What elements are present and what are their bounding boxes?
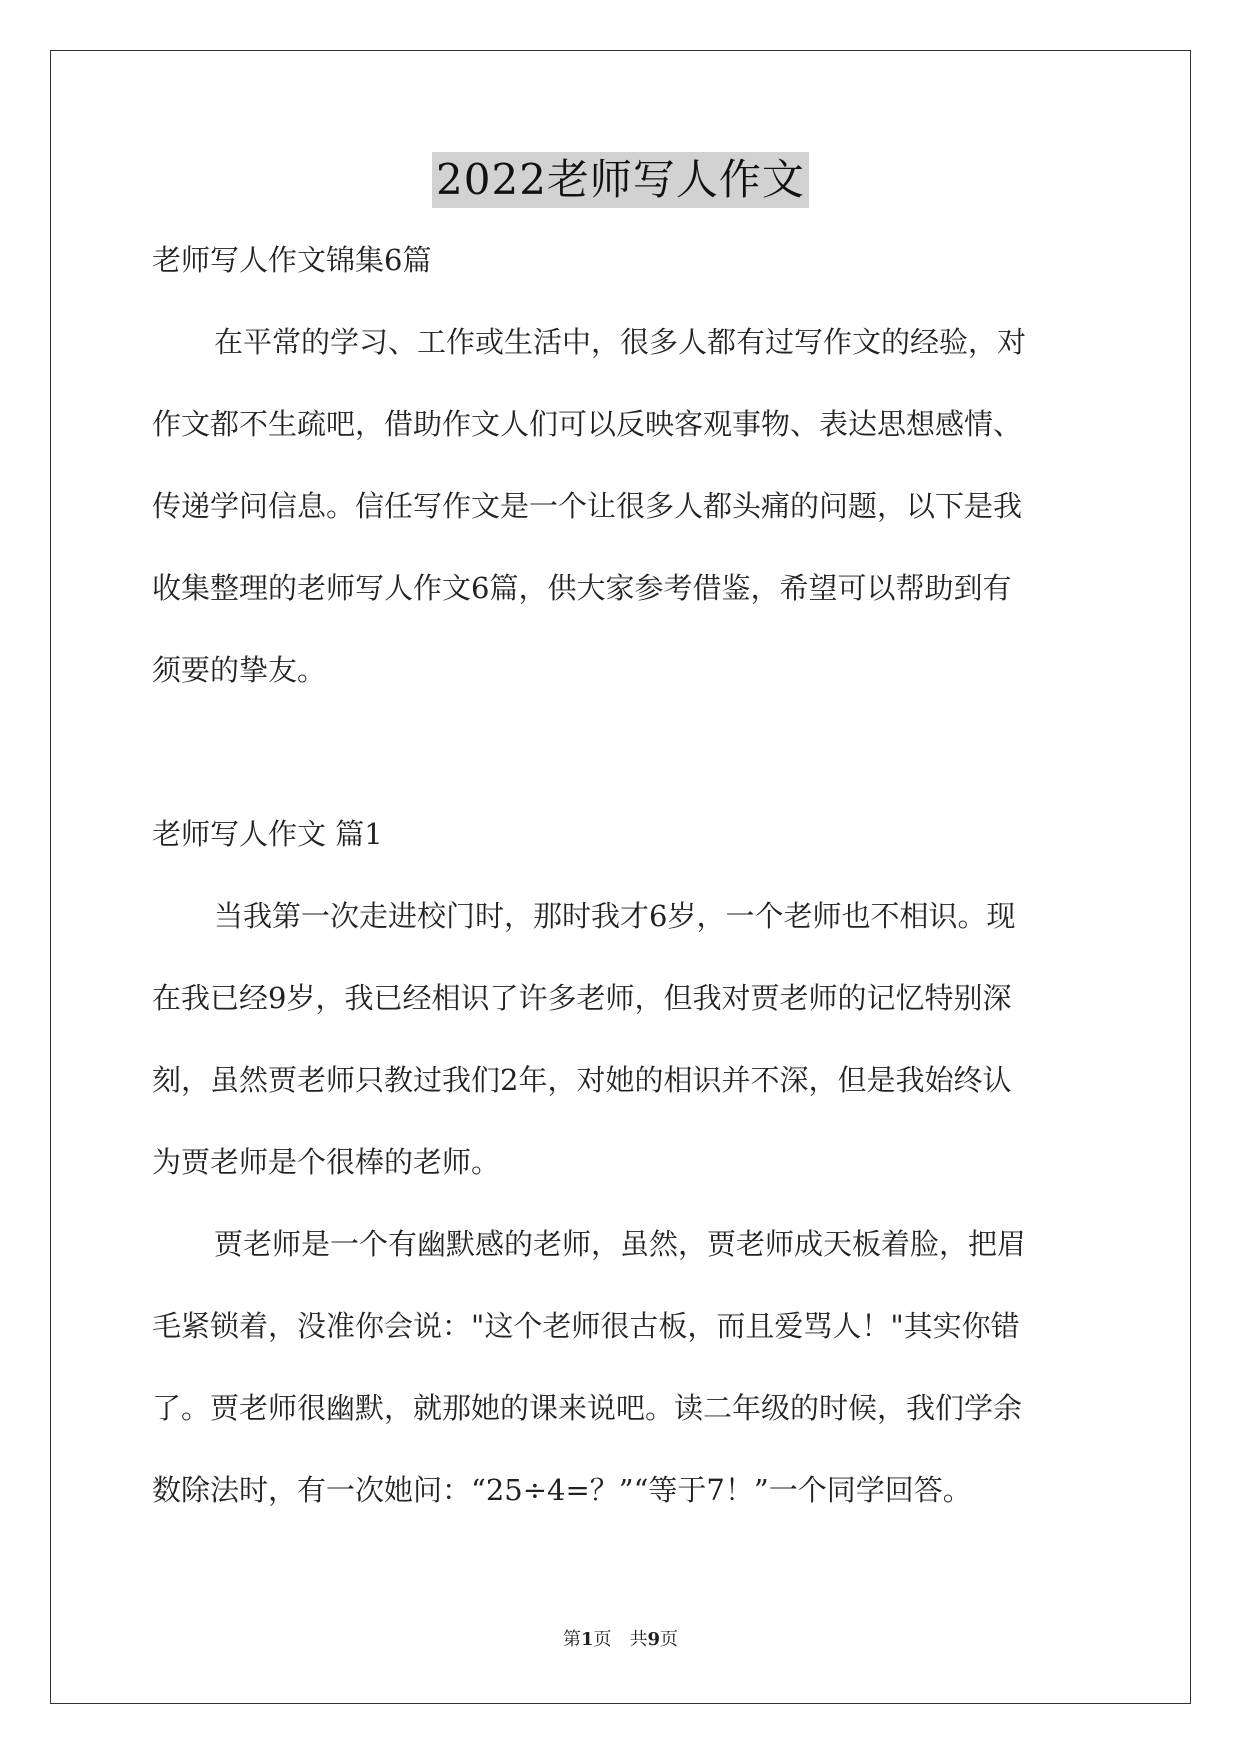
title-wrap	[0, 152, 1241, 208]
footer-prefix: 第	[562, 1629, 581, 1650]
spacer	[152, 732, 1090, 814]
subtitle: 老师写人作文锦集6篇	[152, 243, 432, 277]
intro-line: 收集整理的老师写人作文6篇，供大家参考借鉴，希望可以帮助到有	[152, 571, 1012, 605]
intro-line: 在平常的学习、工作或生活中，很多人都有过写作文的经验，对	[214, 325, 1027, 359]
footer-mid: 页 共	[593, 1629, 648, 1650]
document-body	[152, 240, 1090, 1552]
paragraph-line: 数除法时，有一次她问：“25÷4=？”“等于7！”一个同学回答。	[152, 1473, 972, 1507]
intro-line: 须要的挚友。	[152, 653, 327, 687]
document-title: 2022老师写人作文	[432, 152, 809, 208]
paragraph-line: 在我已经9岁，我已经相识了许多老师，但我对贾老师的记忆特别深	[152, 981, 1012, 1015]
footer-suffix: 页	[660, 1629, 679, 1650]
intro-line: 传递学问信息。信任写作文是一个让很多人都头痛的问题，以下是我	[152, 489, 1023, 523]
page-number: 1	[580, 1629, 594, 1650]
intro-line: 作文都不生疏吧，借助作文人们可以反映客观事物、表达思想感情、	[152, 407, 1023, 441]
paragraph-line: 当我第一次走进校门时，那时我才6岁，一个老师也不相识。现	[214, 899, 1016, 933]
page-footer	[0, 1625, 1241, 1651]
page-total: 9	[647, 1629, 661, 1650]
section-heading: 老师写人作文 篇1	[152, 817, 383, 851]
paragraph-line: 贾老师是一个有幽默感的老师，虽然，贾老师成天板着脸，把眉	[214, 1227, 1027, 1261]
paragraph-line: 毛紧锁着，没准你会说："这个老师很古板，而且爱骂人！"其实你错	[152, 1309, 1020, 1343]
paragraph-line: 了。贾老师很幽默，就那她的课来说吧。读二年级的时候，我们学余	[152, 1391, 1023, 1425]
paragraph-line: 刻，虽然贾老师只教过我们2年，对她的相识并不深，但是我始终认	[152, 1063, 1012, 1097]
paragraph-line: 为贾老师是个很棒的老师。	[152, 1145, 501, 1179]
